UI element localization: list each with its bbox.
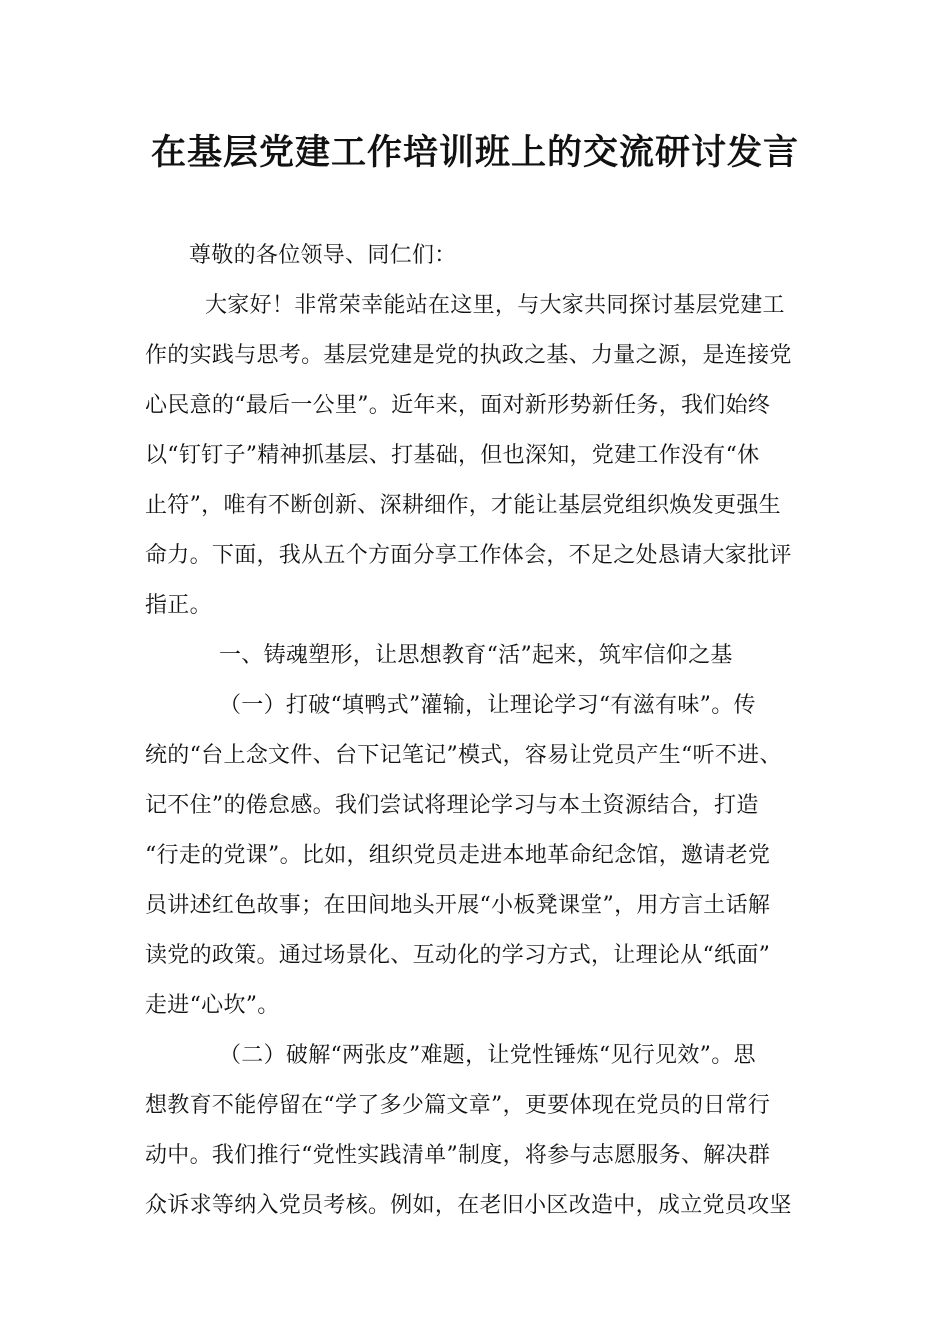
text-line: 统的“台上念文件、台下记笔记”模式，容易让党员产生“听不进、 bbox=[145, 743, 782, 768]
text-line: 大家好！非常荣幸能站在这里，与大家共同探讨基层党建工 bbox=[205, 293, 785, 318]
text-line: 想教育不能停留在“学了多少篇文章”，更要体现在党员的日常行 bbox=[145, 1093, 771, 1118]
text-line: 作的实践与思考。基层党建是党的执政之基、力量之源，是连接党 bbox=[145, 343, 792, 368]
text-line: 员讲述红色故事；在田间地头开展“小板凳课堂”，用方言土话解 bbox=[145, 893, 771, 918]
text-line: 走进“心坎”。 bbox=[145, 993, 280, 1018]
text-line: 心民意的“最后一公里”。近年来，面对新形势新任务，我们始终 bbox=[145, 393, 771, 418]
paragraph-lines bbox=[145, 281, 823, 1231]
text-line: 止符”，唯有不断创新、深耕细作，才能让基层党组织焕发更强生 bbox=[145, 493, 781, 518]
text-line: （二）破解“两张皮”难题，让党性锤炼“见行见效”。思 bbox=[219, 1043, 756, 1068]
text-line: 命力。下面，我从五个方面分享工作体会，不足之处恳请大家批评 bbox=[145, 543, 792, 568]
text-line: 指正。 bbox=[145, 593, 212, 618]
text-line: （一）打破“填鸭式”灌输，让理论学习“有滋有味”。传 bbox=[219, 693, 756, 718]
text-line: 读党的政策。通过场景化、互动化的学习方式，让理论从“纸面” bbox=[145, 943, 771, 968]
document-body bbox=[145, 231, 823, 1231]
text-line: 以“钉钉子”精神抓基层、打基础，但也深知，党建工作没有“休 bbox=[145, 443, 760, 468]
text-line: 众诉求等纳入党员考核。例如，在老旧小区改造中，成立党员攻坚 bbox=[145, 1193, 792, 1218]
text-line: “行走的党课”。比如，组织党员走进本地革命纪念馆，邀请老党 bbox=[145, 843, 771, 868]
text-line: 一、铸魂塑形，让思想教育“活”起来，筑牢信仰之基 bbox=[219, 643, 733, 668]
text-line: 记不住”的倦怠感。我们尝试将理论学习与本土资源结合，打造 bbox=[145, 793, 759, 818]
document-title: 在基层党建工作培训班上的交流研讨发言 bbox=[150, 133, 799, 173]
salutation-line: 尊敬的各位领导、同仁们： bbox=[189, 243, 457, 268]
text-line: 动中。我们推行“党性实践清单”制度，将参与志愿服务、解决群 bbox=[145, 1143, 771, 1168]
